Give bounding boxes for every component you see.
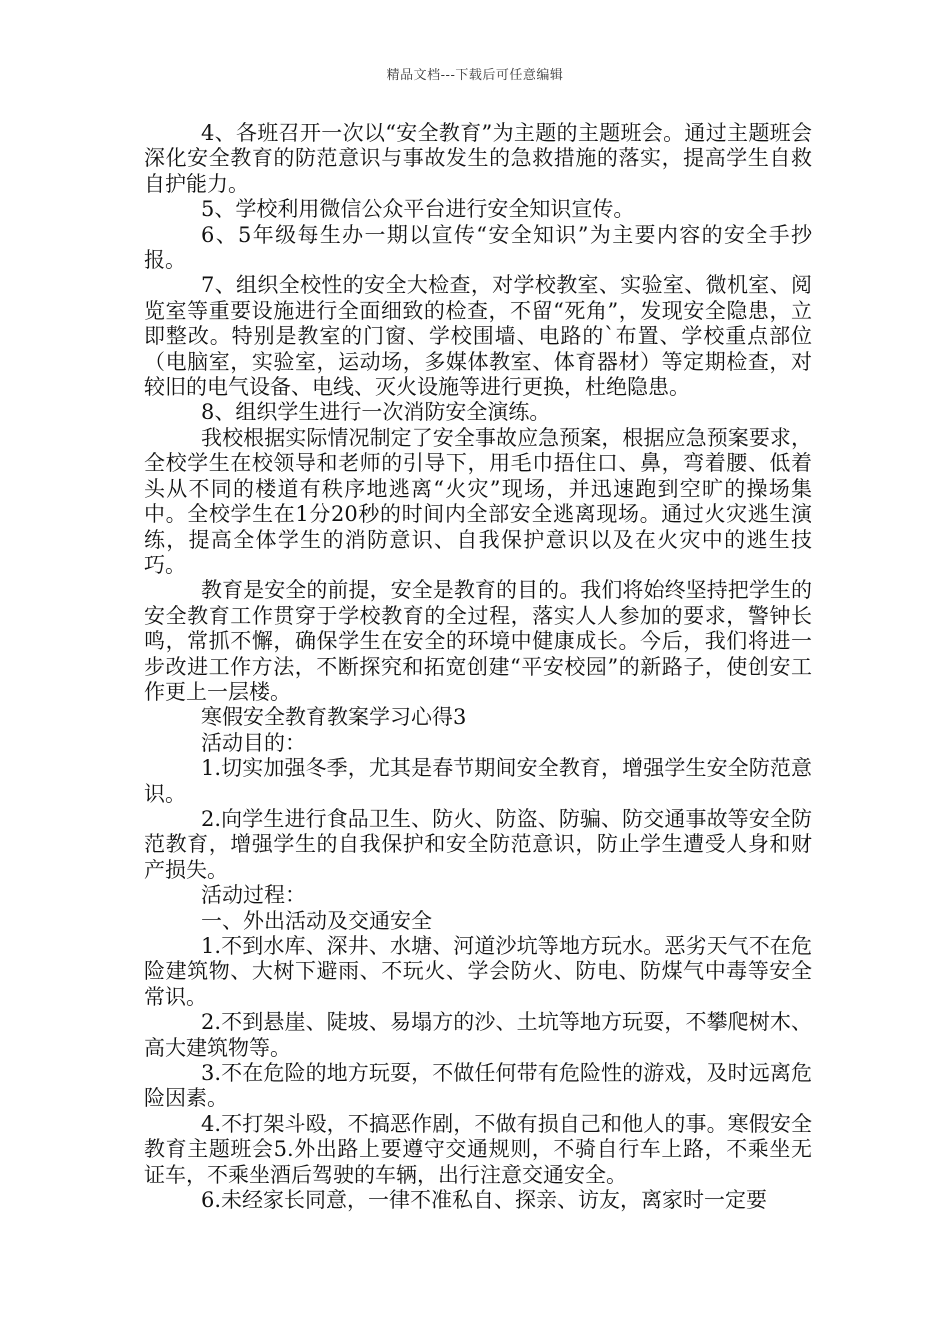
paragraph-item-6: 6、5年级每生办一期以宣传“安全知识”为主要内容的安全手抄报。 (144, 222, 812, 273)
paragraph-item-5: 5、学校利用微信公众平台进行安全知识宣传。 (201, 197, 635, 222)
rule-item-2: 2.不到悬崖、陡坡、易塌方的沙、土坑等地方玩耍，不攀爬树木、高大建筑物等。 (144, 1010, 812, 1060)
page-header: 精品文档---下载后可任意编辑 (386, 68, 564, 83)
rule-item-3: 3.不在危险的地方玩耍，不做任何带有危险性的游戏，及时远离危险因素。 (144, 1061, 812, 1111)
rule-item-6: 6.未经家长同意，一律不准私自、探亲、访友，离家时一定要 (201, 1188, 768, 1213)
paragraph-item-4: 4、各班召开一次以“安全教育”为主题的主题班会。通过主题班会深化安全教育的防范意识与事故发生的急救措施的落实，提高学生自救自护能力。 (144, 121, 812, 196)
goal-item-1: 1.切实加强冬季，尤其是春节期间安全教育，增强学生安全防范意识。 (144, 756, 812, 806)
activity-process-heading: 活动过程： (201, 883, 306, 908)
rule-item-4: 4.不打架斗殴，不搞恶作剧，不做有损自己和他人的事。寒假安全教育主题班会5.外出路上要遵守交通规则，不骑自行车上路，不乘坐无证车，不乘坐酒后驾驶的车辆，出行注意交通安全。 (144, 1111, 812, 1187)
goal-item-2: 2.向学生进行食品卫生、防火、防盗、防骗、防交通事故等安全防范教育，增强学生的自我保护和安全防范意识，防止学生遭受人身和财产损失。 (144, 806, 812, 882)
paragraph-item-7: 7、组织全校性的安全大检查，对学校教室、实验室、微机室、阅览室等重要设施进行全面细致的检查，不留“死角”，发现安全隐患，立即整改。特别是教室的门窗、学校围墙、电路的`布置、学校重点部位（电脑室，实验室，运动场，多媒体教室、体育器材）等定期检查，对较旧的电气设备、电线、灭火设施等进行更换，杜绝隐患。 (144, 273, 812, 400)
paragraph-fire-drill: 我校根据实际情况制定了安全事故应急预案，根据应急预案要求，全校学生在校领导和老师的引导下，用毛巾捂住口、鼻，弯着腰、低着头从不同的楼道有秩序地逃离“火灾”现场，并迅速跑到空旷的操场集中。全校学生在1分20秒的时间内全部安全逃离现场。通过火灾逃生演练，提高全体学生的消防意识、自我保护意识以及在火灾中的逃生技巧。 (144, 425, 812, 577)
section-title: 寒假安全教育教案学习心得3 (201, 705, 467, 730)
paragraph-item-8: 8、组织学生进行一次消防安全演练。 (201, 400, 551, 425)
activity-goal-heading: 活动目的： (201, 730, 306, 755)
paragraph-conclusion: 教育是安全的前提，安全是教育的目的。我们将始终坚持把学生的安全教育工作贯穿于学校教育的全过程，落实人人参加的要求，警钟长鸣，常抓不懈，确保学生在安全的环境中健康成长。今后，我们将进一步改进工作方法，不断探究和拓宽创建“平安校园”的新路子，使创安工作更上一层楼。 (144, 578, 812, 704)
subsection-heading: 一、外出活动及交通安全 (201, 908, 432, 933)
rule-item-1: 1.不到水库、深井、水塘、河道沙坑等地方玩水。恶劣天气不在危险建筑物、大树下避雨、不玩火、学会防火、防电、防煤气中毒等安全常识。 (144, 934, 812, 1009)
document-body (144, 121, 812, 1213)
